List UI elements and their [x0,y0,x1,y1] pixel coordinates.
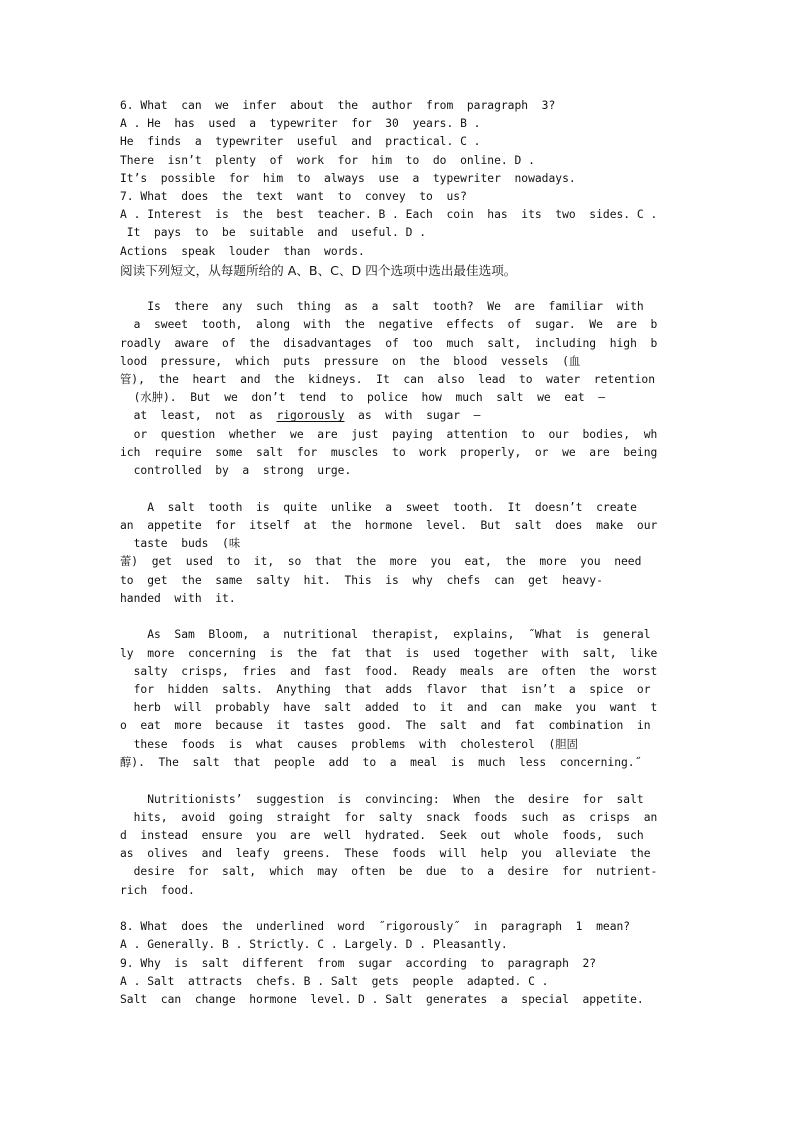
paragraph-line: (水肿). But we don’t tend to police how much salt we eat — [120,391,606,405]
question-8 [120,918,676,954]
paragraph-line: 管), the heart and the kidneys. It can also lead to water retention [120,373,655,387]
paragraph-line [120,407,676,425]
paragraph-line: as olives and leafy greens. These foods will help you alleviate the [120,847,651,861]
paragraph-line: Nutritionists’ suggestion is convincing: When the desire for salt [120,792,644,806]
question-8-options: A . Generally. B . Strictly. C . Largely. D . Pleasantly. [120,938,508,952]
question-7-stem: 7. What does the text want to convey to us? [120,189,467,203]
paragraph-line: o eat more because it tastes good. The salt and fat combination in [120,719,651,733]
question-6-option-line: He finds a typewriter useful and practical. C . [120,135,481,149]
question-8-stem: 8. What does the underlined word ˝rigorously˝ in paragraph 1 mean? [120,920,631,934]
paragraph-line: lood pressure, which puts pressure on the blood vessels (血 [120,354,581,368]
paragraph-line: or question whether we are just paying attention to our bodies, wh [120,427,658,441]
question-6-stem: 6. What can we infer about the author from paragraph 3? [120,99,556,112]
paragraph-line: 蕾) get used to it, so that the more you eat, the more you need [120,555,642,569]
reading-instruction: 阅读下列短文，从每题所给的 A、B、C、D 四个选项中选出最佳选项。 [120,262,517,278]
question-7-option-line: A . Interest is the best teacher. B . Each coin has its two sides. C . [120,208,658,222]
passage-paragraph-2 [120,499,676,608]
passage-paragraph-1 [120,298,676,480]
paragraph-text: at least, not as [120,409,277,423]
paragraph-line: controlled by a strong urge. [120,463,352,477]
question-9-option-line: Salt can change hormone level. D . Salt generates a special appetite. [120,993,644,1007]
paragraph-line: salty crisps, fries and fast food. Ready meals are often the worst [120,664,658,678]
paragraph-line: d instead ensure you are well hydrated. Seek out whole foods, such [120,828,644,842]
paragraph-line: roadly aware of the disadvantages of too much salt, including high b [120,336,658,350]
passage-paragraph-4 [120,791,676,900]
paragraph-line: taste buds (味 [120,537,241,551]
paragraph-line: rich food. [120,883,195,897]
paragraph-line: a sweet tooth, along with the negative effects of sugar. We are b [120,318,658,332]
paragraph-line: ly more concerning is the fat that is used together with salt, like [120,646,658,660]
document-page [120,97,676,1009]
question-9-stem: 9. Why is salt different from sugar according to paragraph 2? [120,956,597,970]
paragraph-line: 醇). The salt that people add to a meal is much less concerning.˝ [120,755,642,769]
paragraph-text: as with sugar — [344,409,481,423]
question-7-option-line: Actions speak louder than words. [120,244,365,258]
question-6-option-line: There isn’t plenty of work for him to do online. D . [120,153,535,167]
paragraph-line: ich require some salt for muscles to work properly, or we are being [120,445,658,459]
paragraph-line: for hidden salts. Anything that adds flavor that isn’t a spice or [120,683,651,697]
question-6-option-line: A . He has used a typewriter for 30 years. B . [120,117,481,131]
question-7-option-line: It pays to be suitable and useful. D . [120,226,427,240]
question-6-option-line: It’s possible for him to always use a typewriter nowadays. [120,171,576,185]
paragraph-line: hits, avoid going straight for salty snack foods such as crisps an [120,810,658,824]
underlined-word: rigorously [276,409,345,423]
paragraph-line: Is there any such thing as a salt tooth? We are familiar with [120,300,644,314]
paragraph-line: an appetite for itself at the hormone level. But salt does make our [120,518,658,532]
question-9-option-line: A . Salt attracts chefs. B . Salt gets people adapted. C . [120,974,549,988]
question-7 [120,188,676,261]
paragraph-line: As Sam Bloom, a nutritional therapist, explains, ˝What is general [120,628,651,642]
passage-paragraph-3 [120,626,676,772]
question-9 [120,955,676,1010]
paragraph-line: these foods is what causes problems with cholesterol (胆固 [120,737,578,751]
paragraph-line: A salt tooth is quite unlike a sweet tooth. It doesn’t create [120,500,637,514]
question-6 [120,97,676,188]
paragraph-line: desire for salt, which may often be due to a desire for nutrient- [120,865,658,879]
paragraph-line: herb will probably have salt added to it and can make you want t [120,701,658,715]
paragraph-line: to get the same salty hit. This is why chefs can get heavy- [120,573,603,587]
paragraph-line: handed with it. [120,591,236,605]
